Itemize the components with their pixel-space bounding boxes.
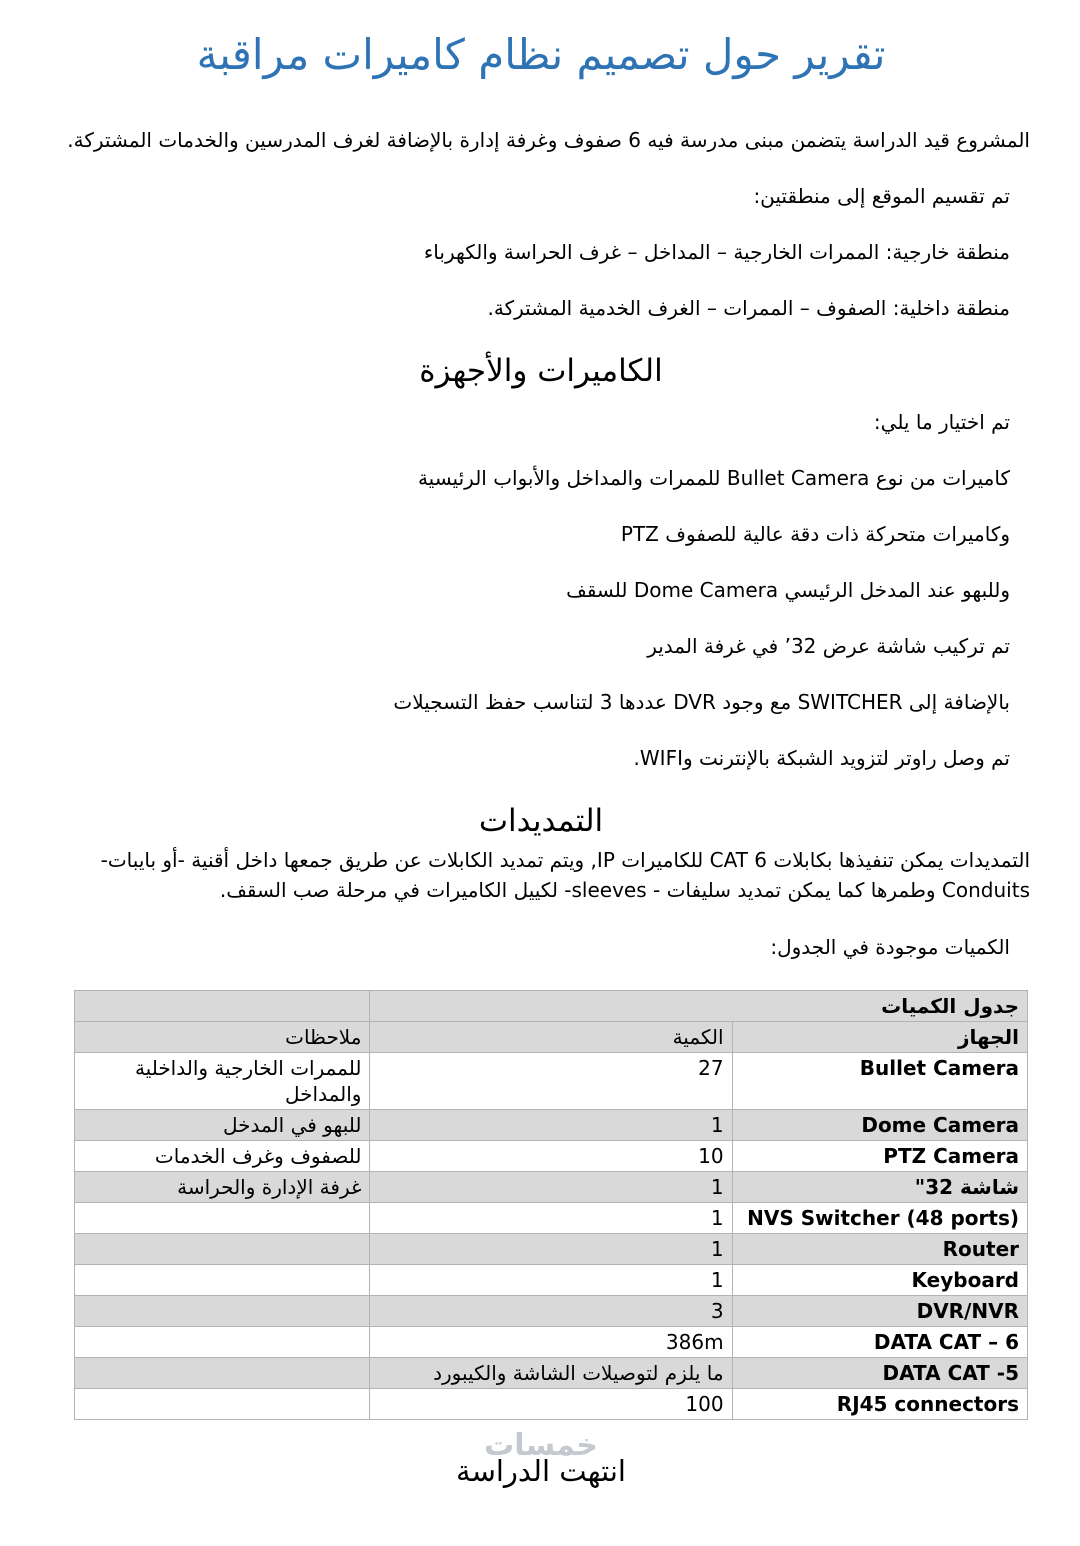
device-cell: DATA CAT -5 [732,1358,1027,1389]
notes-cell: للممرات الخارجية والداخلية والمداخل [75,1053,370,1110]
device-cell: NVS Switcher (48 ports) [732,1203,1027,1234]
device-cell: RJ45 connectors [732,1389,1027,1420]
table-row [75,1053,1028,1110]
table-caption: جدول الكميات [370,991,1028,1022]
header-quantity: الكمية [370,1022,732,1053]
notes-cell: للصفوف وغرف الخدمات [75,1141,370,1172]
device-cell: Bullet Camera [732,1053,1027,1110]
table-row [75,1172,1028,1203]
device-cell: Router [732,1234,1027,1265]
notes-cell: غرفة الإدارة والحراسة [75,1172,370,1203]
device-cell: DATA CAT – 6 [732,1327,1027,1358]
devices-paragraph-5: تم تركيب شاشة عرض 32’ في غرفة المدير [647,633,1010,658]
device-cell: DVR/NVR [732,1296,1027,1327]
quantity-cell: 3 [370,1296,732,1327]
table-caption-row [75,991,1028,1022]
quantity-cell: 1 [370,1110,732,1141]
table-row [75,1203,1028,1234]
quantity-cell: 10 [370,1141,732,1172]
table-row [75,1110,1028,1141]
device-cell: PTZ Camera [732,1141,1027,1172]
table-row [75,1296,1028,1327]
device-cell: Dome Camera [732,1110,1027,1141]
table-row [75,1141,1028,1172]
watermark-text: خمسات [484,1428,598,1464]
header-notes: ملاحظات [75,1022,370,1053]
devices-paragraph-6: بالإضافة إلى SWITCHER مع وجود DVR عددها 3 لتناسب حفظ التسجيلات [393,689,1010,714]
devices-paragraph-3: وكاميرات متحركة ذات دقة عالية للصفوف PTZ [620,521,1010,546]
notes-cell: للبهو في المدخل [75,1110,370,1141]
footer [52,1426,1030,1546]
device-cell: شاشة 32" [732,1172,1027,1203]
document-title: تقرير حول تصميم نظام كاميرات مراقبة [196,30,886,79]
quantities-table [74,990,1028,1420]
table-row [75,1234,1028,1265]
closing-text: انتهت الدراسة [456,1454,626,1489]
quantity-cell: 27 [370,1053,732,1110]
devices-paragraph-7: تم وصل راوتر لتزويد الشبكة بالإنترنت وWIFI. [633,745,1010,770]
table-row [75,1327,1028,1358]
table-row [75,1358,1028,1389]
intro-paragraph-2: تم تقسيم الموقع إلى منطقتين: [753,183,1010,208]
intro-paragraph-4: منطقة داخلية: الصفوف – الممرات – الغرف الخدمية المشتركة. [487,295,1010,320]
quantity-cell: 1 [370,1234,732,1265]
devices-paragraph-2: كاميرات من نوع Bullet Camera للممرات والمداخل والأبواب الرئيسية [417,465,1010,490]
notes-cell [75,1327,370,1358]
quantity-cell: 1 [370,1265,732,1296]
notes-cell [75,1296,370,1327]
quantity-cell: 1 [370,1172,732,1203]
devices-paragraph-4: وللبهو عند المدخل الرئيسي Dome Camera للسقف [566,577,1010,602]
empty-cell [75,991,370,1022]
table-header-row [75,1022,1028,1053]
quantity-cell: 1 [370,1203,732,1234]
quantity-cell: 386m [370,1327,732,1358]
table-row [75,1389,1028,1420]
notes-cell [75,1358,370,1389]
notes-cell [75,1265,370,1296]
devices-section-heading: الكاميرات والأجهزة [419,352,663,389]
header-device: الجهاز [732,1022,1027,1053]
quantity-cell: 100 [370,1389,732,1420]
intro-paragraph-3: منطقة خارجية: الممرات الخارجية – المداخل – غرف الحراسة والكهرباء [423,239,1010,264]
notes-cell [75,1203,370,1234]
notes-cell [75,1389,370,1420]
devices-paragraph-1: تم اختيار ما يلي: [873,409,1010,434]
notes-cell [75,1234,370,1265]
table-row [75,1265,1028,1296]
wiring-paragraph-1: التمديدات يمكن تنفيذها بكابلات CAT 6 للكاميرات IP, ويتم تمديد الكابلات عن طريق جمعها داخل أقنية -أو بايبات- Conduits وطمرها كما يمكن تمديد سليفات - sleeves- لكييل الكاميرات في مرحلة صب السقف. [100,848,1030,903]
wiring-paragraph-2: الكميات موجودة في الجدول: [770,935,1010,960]
intro-paragraph-1: المشروع قيد الدراسة يتضمن مبنى مدرسة فيه 6 صفوف وغرفة إدارة بالإضافة لغرف المدرسين والخدمات المشتركة. [67,127,1030,152]
quantity-cell: ما يلزم لتوصيلات الشاشة والكيبورد [370,1358,732,1389]
device-cell: Keyboard [732,1265,1027,1296]
wiring-section-heading: التمديدات [478,802,604,839]
